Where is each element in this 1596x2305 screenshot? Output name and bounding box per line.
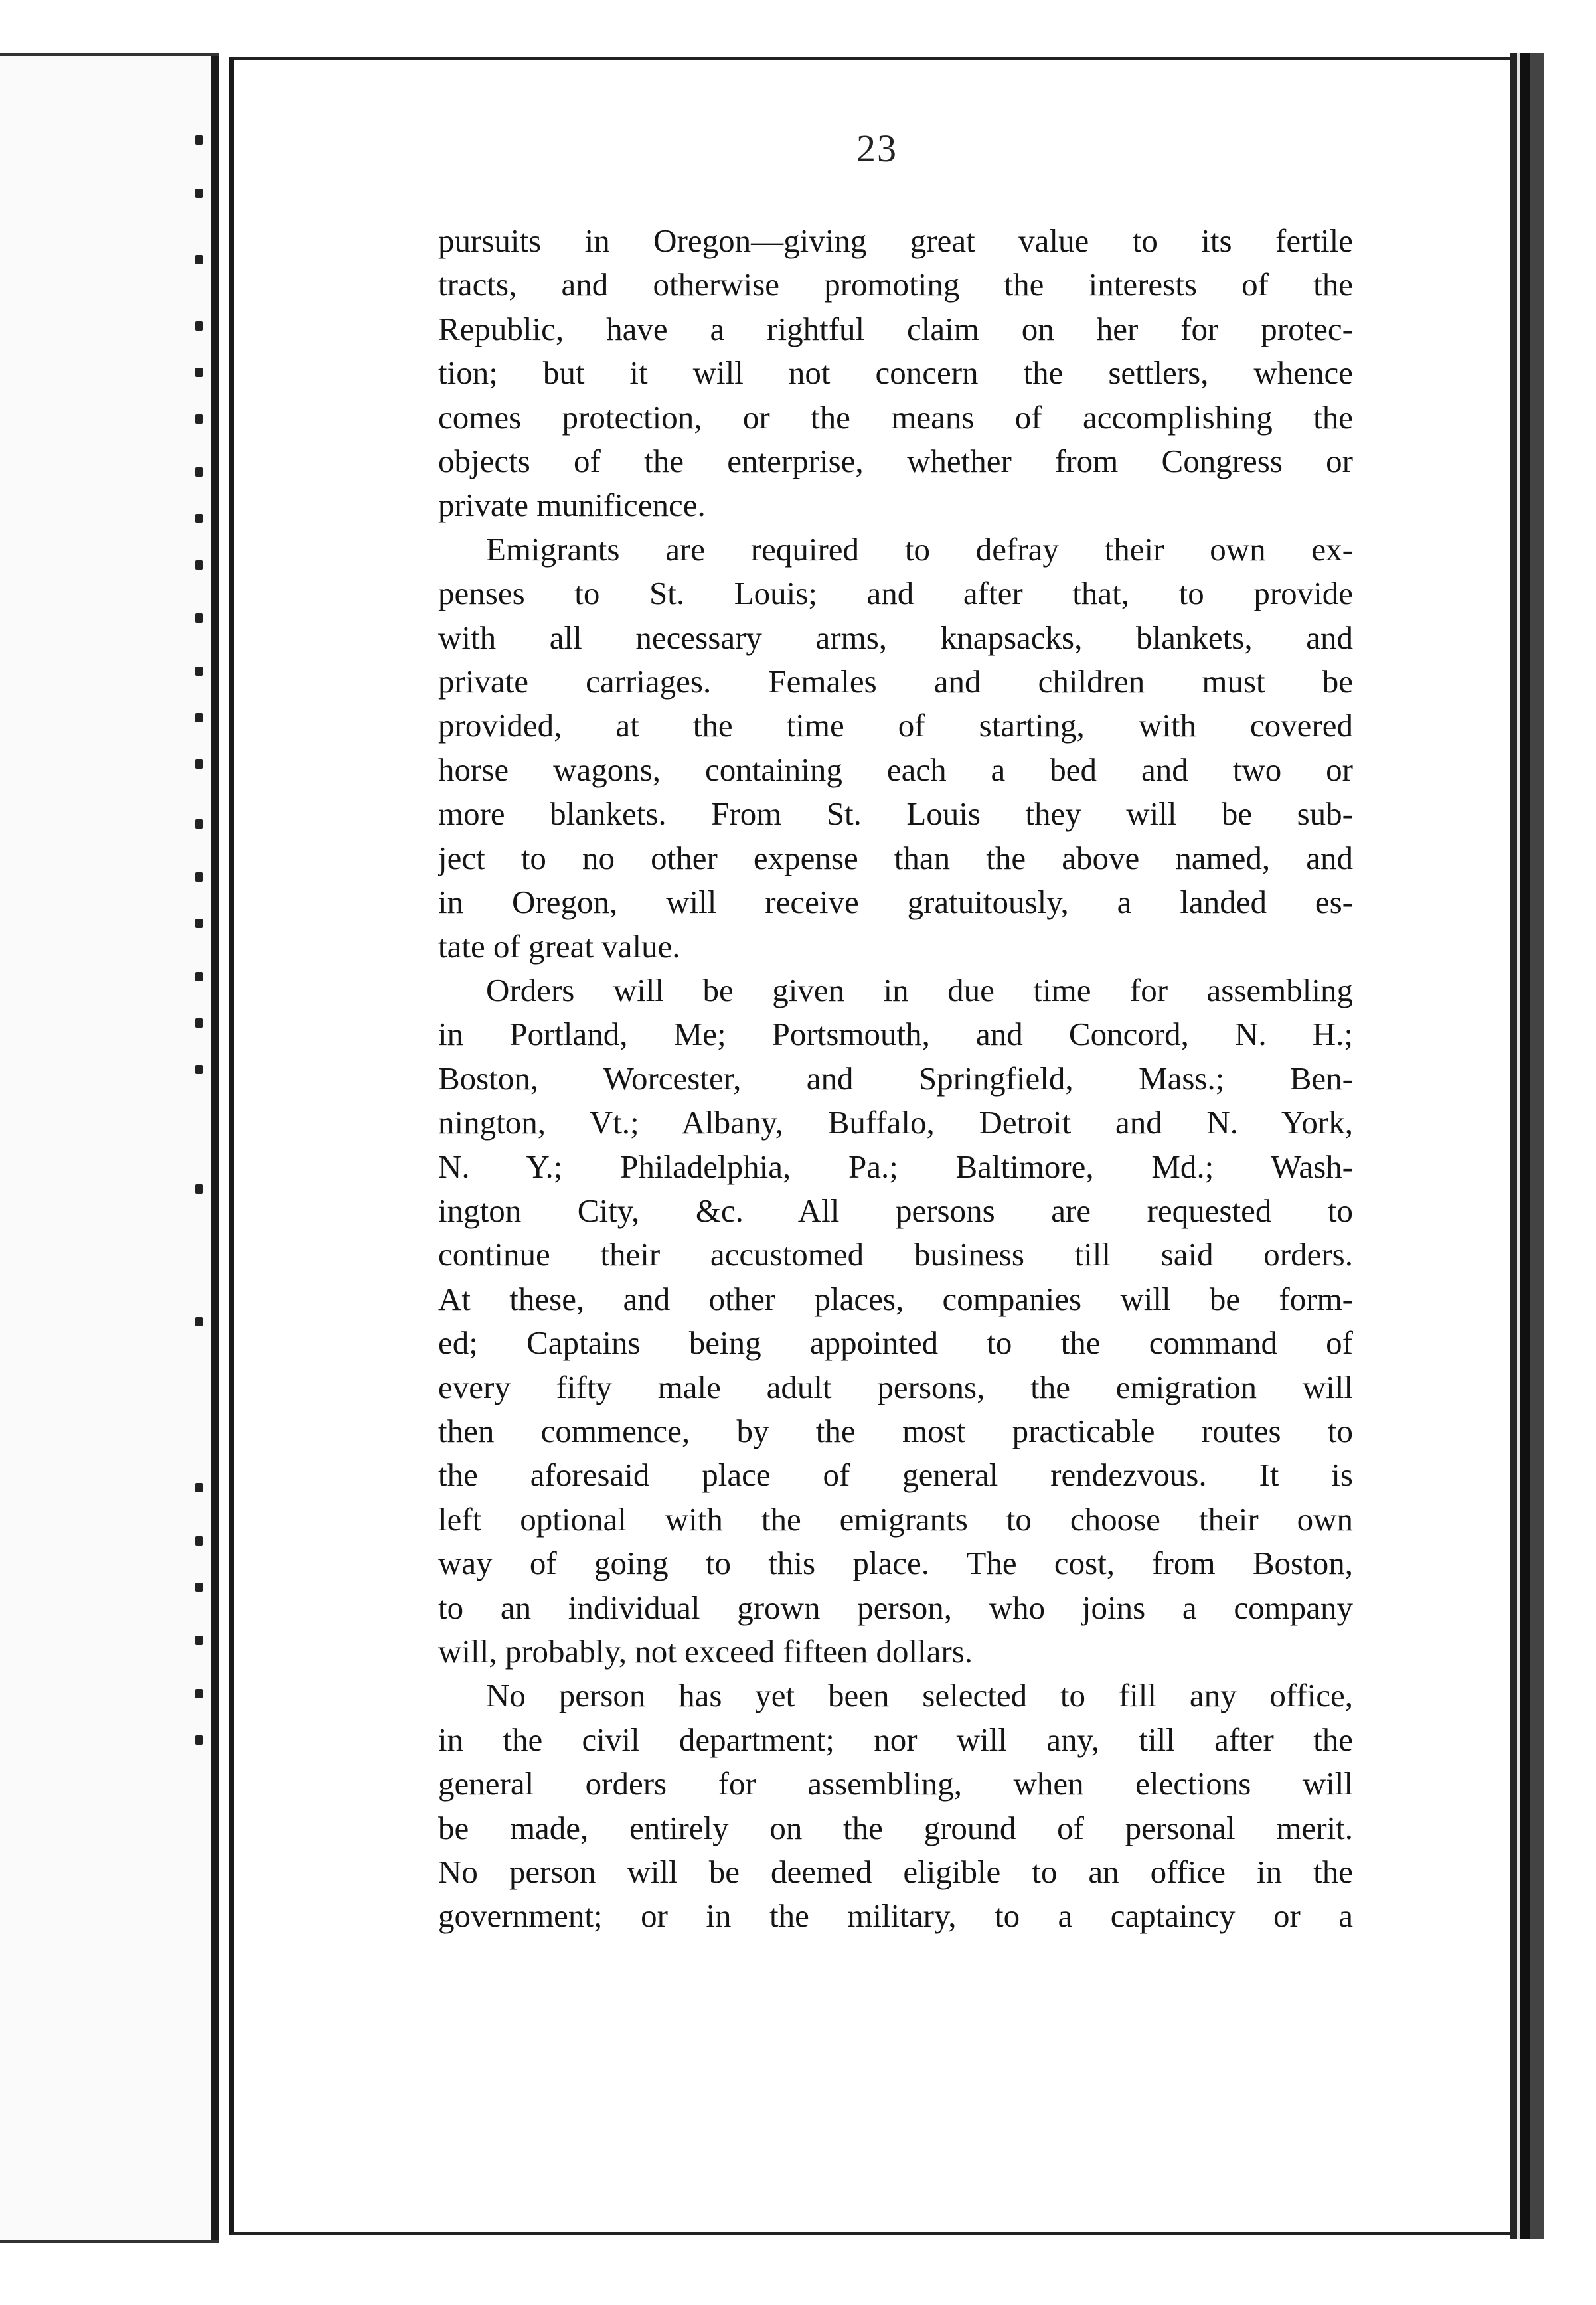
text-line: No person will be deemed eligible to an office in the [438,1854,1353,1891]
page-number: 23 [856,127,898,170]
text-line: pursuits in Oregon—giving great value to its fertile [438,222,1353,259]
text-line: Orders will be given in due time for assembling [486,971,1353,1008]
text-line: objects of the enterprise, whether from Congress or [438,443,1353,480]
text-line: left optional with the emigrants to choose their own [438,1500,1353,1538]
facing-page-text-fragment [195,1583,203,1592]
facing-page-text-fragment [195,1184,203,1194]
text-line: horse wagons, containing each a bed and two or [438,751,1353,788]
facing-page-text-fragment [195,872,203,882]
facing-page-text-fragment [195,667,203,676]
facing-page-text-fragment [195,514,203,523]
facing-page-text-fragment [195,713,203,722]
text-line: be made, entirely on the ground of personal merit. [438,1809,1353,1846]
text-line: every fifty male adult persons, the emigration will [438,1368,1353,1405]
text-line: in Portland, Me; Portsmouth, and Concord, N. H.; [438,1016,1353,1053]
text-line: to an individual grown person, who joins a company [438,1589,1353,1626]
text-line: Boston, Worcester, and Springfield, Mass.; Ben- [438,1060,1353,1097]
text-line: with all necessary arms, knapsacks, blankets, and [438,619,1353,656]
text-line: will, probably, not exceed fifteen dollars. [438,1633,973,1670]
text-line: the aforesaid place of general rendezvous. It is [438,1457,1353,1494]
text-line: At these, and other places, companies will be form- [438,1280,1353,1317]
text-line: private munificence. [438,487,706,524]
facing-page-text-fragment [195,613,203,623]
text-line: ington City, &c. All persons are requested to [438,1192,1353,1229]
text-line: No person has yet been selected to fill any office, [486,1677,1353,1714]
text-line: ject to no other expense than the above named, and [438,839,1353,876]
facing-page-text-fragment [195,1689,203,1698]
text-line: way of going to this place. The cost, from Boston, [438,1545,1353,1582]
facing-page-text-fragment [195,560,203,570]
facing-page-text-fragment [195,1065,203,1074]
text-line: N. Y.; Philadelphia, Pa.; Baltimore, Md.; Wash- [438,1148,1353,1185]
facing-page-text-fragment [195,972,203,981]
facing-page-text-fragment [195,1317,203,1326]
facing-page-text-fragment [195,1536,203,1546]
text-line: ed; Captains being appointed to the command of [438,1324,1353,1362]
text-line: in Oregon, will receive gratuitously, a landed es- [438,884,1353,921]
text-line: more blankets. From St. Louis they will be sub- [438,795,1353,833]
facing-page-text-fragment [195,919,203,928]
text-line: tion; but it will not concern the settlers, whence [438,355,1353,392]
facing-page-text-fragment [195,321,203,331]
text-line: Emigrants are required to defray their own ex- [486,530,1353,568]
text-line: general orders for assembling, when elections will [438,1765,1353,1802]
page-gutter [211,56,219,2240]
facing-page-text-fragment [195,135,203,145]
facing-page-text-fragment [195,368,203,377]
facing-page-text-fragment [195,467,203,477]
text-line: comes protection, or the means of accomplishing the [438,398,1353,436]
text-line: nington, Vt.; Albany, Buffalo, Detroit and N. York, [438,1104,1353,1141]
text-line: then commence, by the most practicable routes to [438,1412,1353,1449]
facing-page-text-fragment [195,1735,203,1745]
facing-page-text-fragment [195,1636,203,1645]
facing-page-fragment [0,53,219,2243]
text-line: provided, at the time of starting, with covered [438,707,1353,744]
page-edge [1510,53,1544,2239]
text-line: tate of great value. [438,927,680,965]
text-line: continue their accustomed business till said orders. [438,1236,1353,1273]
text-line: penses to St. Louis; and after that, to provide [438,575,1353,612]
facing-page-text-fragment [195,414,203,424]
facing-page-text-fragment [195,759,203,769]
text-line: Republic, have a rightful claim on her for protec- [438,310,1353,347]
text-line: tracts, and otherwise promoting the interests of the [438,266,1353,303]
facing-page-text-fragment [195,189,203,198]
facing-page-text-fragment [195,819,203,829]
facing-page-text-fragment [195,1018,203,1028]
body-text [438,219,1353,1939]
facing-page-text-fragment [195,255,203,264]
text-line: in the civil department; nor will any, till after the [438,1721,1353,1758]
text-line: government; or in the military, to a captaincy or a [438,1897,1353,1935]
text-line: private carriages. Females and children must be [438,663,1353,700]
facing-page-text-fragment [195,1483,203,1492]
